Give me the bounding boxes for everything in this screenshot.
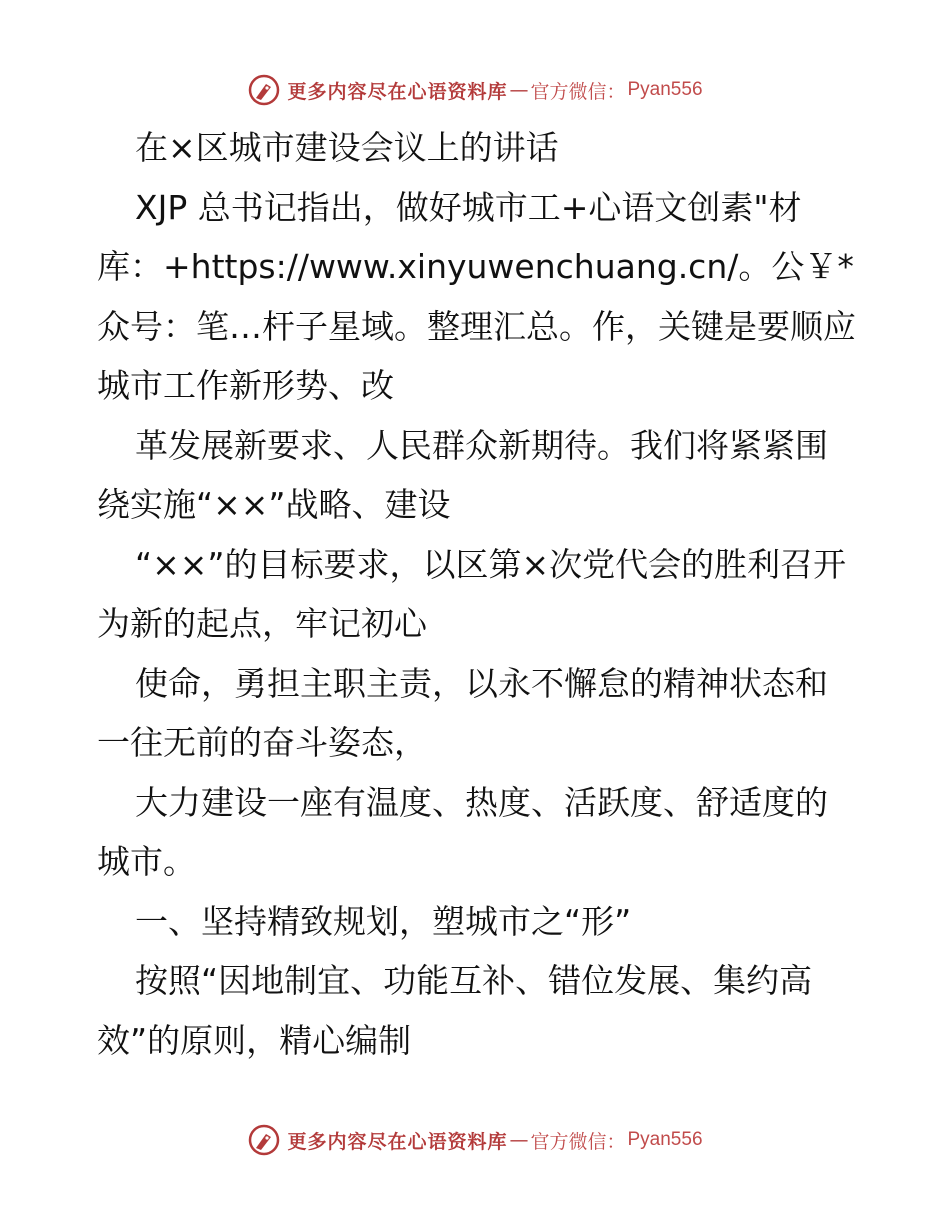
body-paragraph: 按照“因地制宜、功能互补、错位发展、集约高效”的原则，精心编制 [97,961,813,1060]
body-paragraph: “××”的目标要求，以区第×次党代会的胜利召开为新的起点，牢记初心 [97,544,847,643]
footer-watermark-banner [0,1120,950,1160]
banner-main-text: 更多内容尽在心语资料库 [287,1130,508,1153]
body-paragraph: 革发展新要求、人民群众新期待。我们将紧紧围绕实施“××”战略、建设 [97,425,828,524]
body-paragraph: XJP 总书记指出，做好城市工+心语文创素"材库：+https://www.xinyuwenchuang.cn/。公￥*众号：笔…杆子星域。整理汇总。作，关键是要顺应城市工作新形势、改 [97,187,856,405]
section-heading: 一、坚持精致规划，塑城市之“形” [135,901,632,941]
banner-handle-text: Pyan556 [627,79,703,100]
body-paragraph: 使命，勇担主职主责，以永不懈怠的精神状态和一往无前的奋斗姿态， [97,663,828,762]
body-paragraph: 大力建设一座有温度、热度、活跃度、舒适度的城市。 [97,782,828,881]
header-watermark-banner [0,70,950,110]
banner-separator: — [509,1129,529,1151]
document-title: 在×区城市建设会议上的讲话 [135,128,559,167]
banner-separator: — [509,79,529,101]
banner-main-text: 更多内容尽在心语资料库 [287,80,508,103]
banner-handle-text: Pyan556 [627,1129,703,1150]
banner-brand-text: 官方微信： [530,1130,626,1153]
pen-nib-logo-icon [247,1123,281,1157]
document-body [97,118,857,1070]
banner-brand-text: 官方微信： [530,80,626,103]
pen-nib-logo-icon [247,73,281,107]
